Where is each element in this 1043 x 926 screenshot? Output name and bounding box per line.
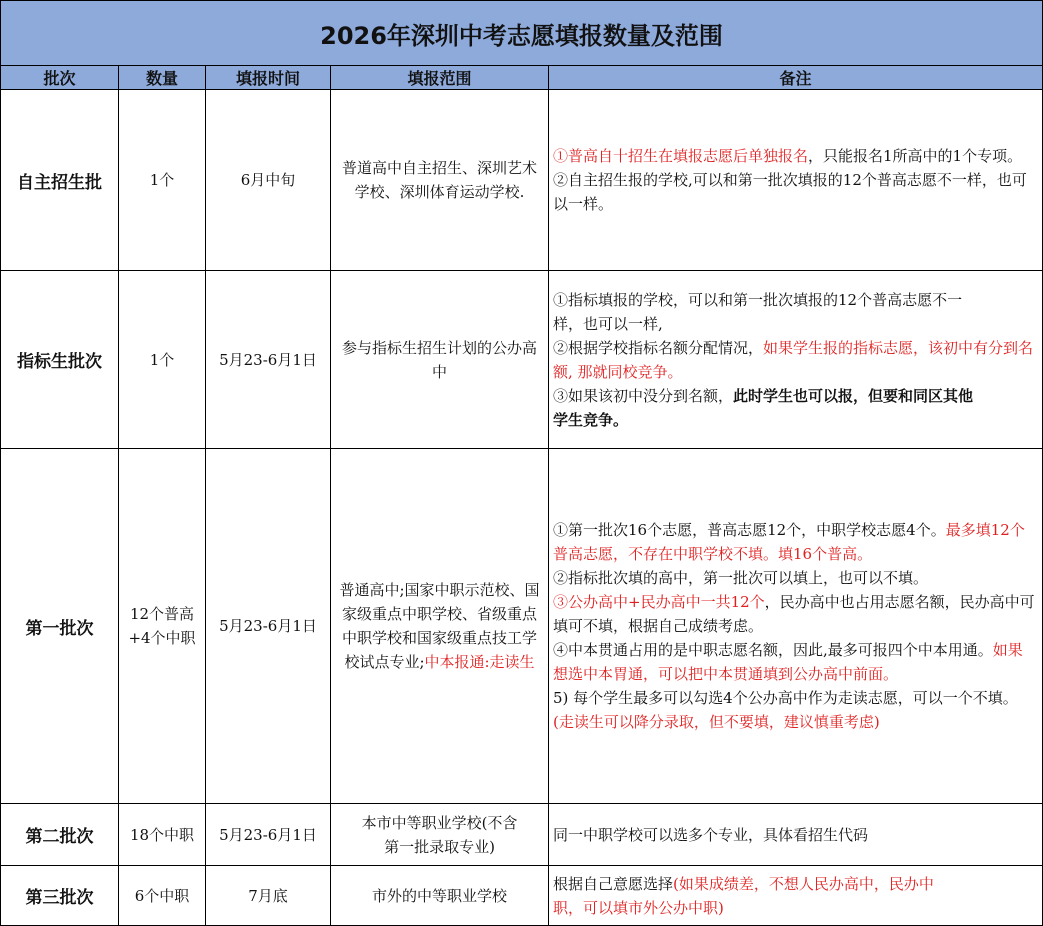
batch-name: 第三批次: [1, 866, 119, 926]
table-row: [1, 449, 1043, 804]
fill-scope: 普道高中自主招生、深圳艺术学校、深圳体育运动学校.: [331, 90, 549, 271]
notes-cell: [549, 866, 1043, 926]
fill-time: 5月23-6月1日: [206, 271, 331, 449]
note-line: ①指标填报的学校，可以和第一批次填报的12个普高志愿不一样，也可以一样,: [553, 290, 963, 333]
table-row: [1, 804, 1043, 866]
quota-count: 12个普高+4个中职: [119, 449, 206, 804]
fill-scope: 本市中等职业学校(不含第一批录取专业): [331, 804, 549, 866]
table-row: [1, 90, 1043, 271]
table-row: [1, 271, 1043, 449]
batch-name: 第一批次: [1, 449, 119, 804]
quota-count: 18个中职: [119, 804, 206, 866]
fill-time: 7月底: [206, 866, 331, 926]
note-line: ②自主招生报的学校,可以和第一批次填报的12个普高志愿不一样，也可以一样。: [553, 171, 1027, 213]
notes-cell: [549, 804, 1043, 866]
fill-time: 5月23-6月1日: [206, 449, 331, 804]
fill-scope: 普通高中;国家中职示范校、国家级重点中职学校、省级重点中职学校和国家级重点技工学校试点专业;中本报通:走读生: [331, 449, 549, 804]
notes-cell: [549, 271, 1043, 449]
note-line: 5) 每个学生最多可以勾选4个公办高中作为走读志愿，可以一个不填。(走读生可以降分录取，但不要填，建议慎重考虑): [553, 689, 1018, 731]
note-line: 根据自己意愿选择(如果成绩差，不想人民办高中，民办中职，可以填市外公办中职): [553, 874, 934, 917]
note-line: 同一中职学校可以选多个专业，具体看招生代码: [553, 825, 869, 844]
quota-count: 6个中职: [119, 866, 206, 926]
fill-time: 5月23-6月1日: [206, 804, 331, 866]
header-scope: 填报范围: [331, 66, 549, 90]
note-line: ③公办高中+民办高中一共12个，民办高中也占用志愿名额，民办高中可填可不填，根据自己成绩考虑。: [553, 593, 1035, 635]
batch-name: 自主招生批: [1, 90, 119, 271]
note-line: ③如果该初中没分到名额，此时学生也可以报，但要和同区其他学生竞争。: [553, 386, 974, 429]
header-count: 数量: [119, 66, 206, 90]
quota-count: 1个: [119, 271, 206, 449]
note-line: ④中本贯通占用的是中职志愿名额，因此,最多可报四个中本用通。如果想选中本胃通，可以把中本贯通填到公办高中前面。: [553, 641, 1023, 683]
note-line: ②指标批次填的高中，第一批次可以填上，也可以不填。: [553, 569, 929, 587]
header-row: [1, 66, 1043, 90]
batch-name: 第二批次: [1, 804, 119, 866]
batch-name: 指标生批次: [1, 271, 119, 449]
quota-count: 1个: [119, 90, 206, 271]
page-title: 2026年深圳中考志愿填报数量及范围: [1, 1, 1043, 66]
header-notes: 备注: [549, 66, 1043, 90]
header-time: 填报时间: [206, 66, 331, 90]
notes-cell: [549, 90, 1043, 271]
fill-time: 6月中旬: [206, 90, 331, 271]
fill-scope: 参与指标生招生计划的公办高中: [331, 271, 549, 449]
notes-cell: [549, 449, 1043, 804]
note-line: ①第一批次16个志愿，普高志愿12个，中职学校志愿4个。最多填12个普高志愿，不存在中职学校不填。填16个普高。: [553, 521, 1025, 563]
table-row: [1, 866, 1043, 926]
header-batch: 批次: [1, 66, 119, 90]
note-line: ②根据学校指标名额分配情况，如果学生报的指标志愿，该初中有分到名额, 那就同校竞争。: [553, 338, 1034, 381]
fill-scope: 市外的中等职业学校: [331, 866, 549, 926]
note-line: ①普高自十招生在填报志愿后单独报名，只能报名1所高中的1个专项。: [553, 147, 1023, 165]
